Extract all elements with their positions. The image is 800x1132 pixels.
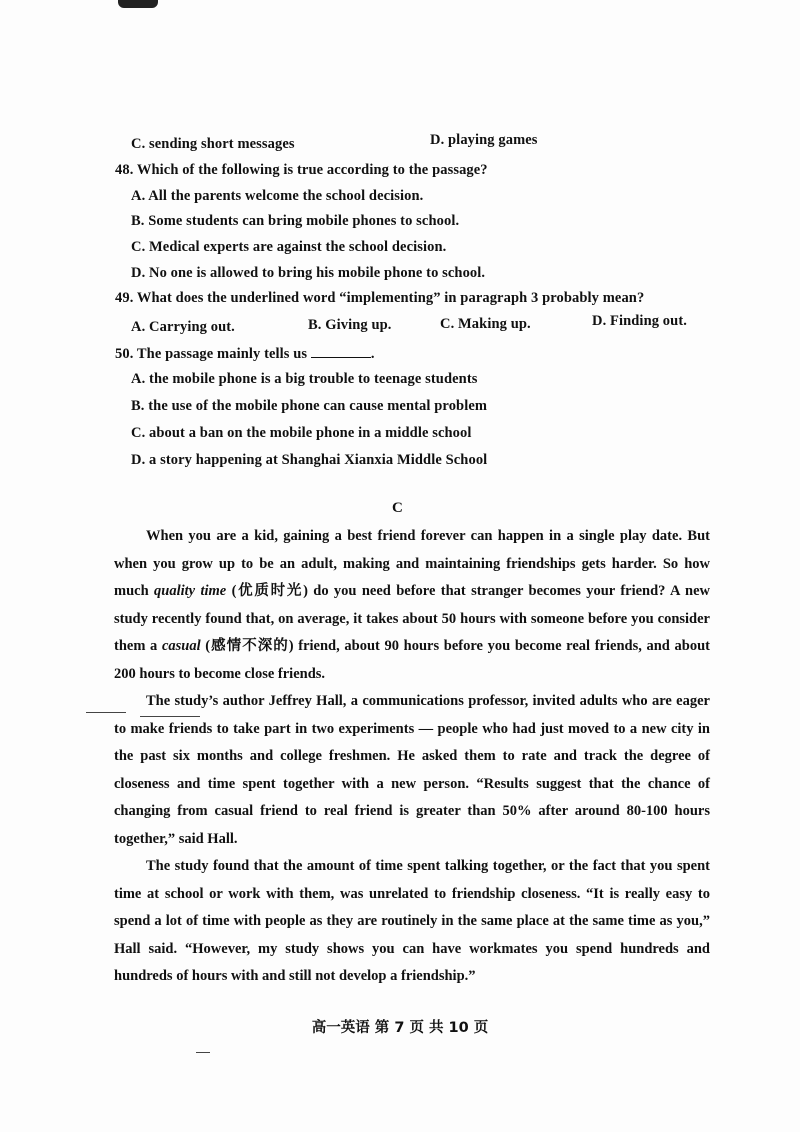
q49-option-b: B. Giving up. xyxy=(308,317,392,333)
q48-option-d: D. No one is allowed to bring his mobile phone to school. xyxy=(131,265,486,281)
paragraph-1 xyxy=(114,523,710,688)
q50-question-suffix: . xyxy=(370,346,375,362)
paragraph-1-text-a: When you are a kid, gaining a best friend forever can happen in a single play date. But when you grow up to be an adult, making and maintaining friendships gets harder. So how much xyxy=(114,528,710,599)
q48-option-b: B. Some students can bring mobile phones to school. xyxy=(131,213,460,229)
q49-question: 49. What does the underlined word “implementing” in paragraph 3 probably mean? xyxy=(115,290,645,306)
scan-mark xyxy=(86,712,126,713)
q48-option-c: C. Medical experts are against the school decision. xyxy=(131,239,447,255)
answer-blank xyxy=(311,345,371,358)
gloss-casual: (感情不深的) xyxy=(200,638,294,654)
scan-mark xyxy=(196,1052,210,1053)
term-quality-time: quality time xyxy=(154,583,227,599)
q49-option-d: D. Finding out. xyxy=(592,313,687,329)
page-footer: 高一英语 第 7 页 共 10 页 xyxy=(311,1020,489,1036)
q50-option-a: A. the mobile phone is a big trouble to teenage students xyxy=(131,371,478,387)
paragraph-1-text-b: do you need before that stranger becomes your friend? A new study recently found that, on average, it takes about 50 hours with someone before you consider them a xyxy=(114,583,710,654)
scan-mark xyxy=(140,716,200,717)
q50-question xyxy=(115,345,375,363)
q48-option-a: A. All the parents welcome the school decision. xyxy=(131,188,424,204)
paragraph-3: The study found that the amount of time spent talking together, or the fact that you spent time at school or work with them, was unrelated to friendship closeness. “It is really easy to spend a lot of time with people as they are routinely in the same place at the same time as you,” Hall said. “However, my study shows you can have workmates you spend hundreds and hundreds of hours with and still not develop a friendship.” xyxy=(114,858,710,984)
q50-question-prefix: 50. The passage mainly tells us xyxy=(115,346,308,362)
scan-mark xyxy=(118,0,158,8)
passage-c xyxy=(114,523,710,991)
q47-option-c: C. sending short messages xyxy=(131,136,295,152)
q50-option-c: C. about a ban on the mobile phone in a middle school xyxy=(131,425,472,441)
q49-option-c: C. Making up. xyxy=(440,316,531,332)
paragraph-2: The study’s author Jeffrey Hall, a communications professor, invited adults who are eager to make friends to take part in two experiments — people who had just moved to a new city in the past six months and college freshmen. He asked them to rate and track the degree of closeness and time spent together with a new person. “Results suggest that the chance of changing from casual friend to real friend is greater than 50% after around 80-100 hours together,” said Hall. xyxy=(114,693,710,847)
q48-question: 48. Which of the following is true according to the passage? xyxy=(115,162,488,178)
paragraph-1-text-c: friend, about 90 hours before you become real friends, and about 200 hours to become close friends. xyxy=(114,638,710,682)
term-casual: casual xyxy=(161,638,201,654)
section-letter: C xyxy=(392,500,403,516)
q50-option-b: B. the use of the mobile phone can cause mental problem xyxy=(131,398,488,414)
gloss-quality-time: (优质时光) xyxy=(226,583,308,599)
q49-option-a: A. Carrying out. xyxy=(131,319,235,335)
q47-option-d: D. playing games xyxy=(430,132,538,148)
q50-option-d: D. a story happening at Shanghai Xianxia Middle School xyxy=(131,452,488,468)
